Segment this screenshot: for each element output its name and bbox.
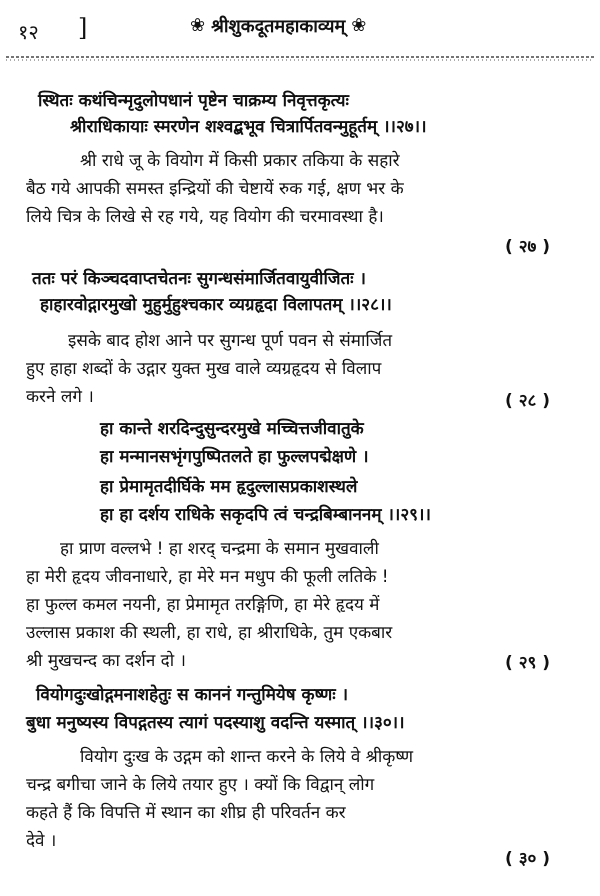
page-number: १२ <box>18 20 39 44</box>
page-bracket: ] <box>78 14 88 42</box>
gloss-28-line-1: इसके बाद होश आने पर सुगन्ध पूर्ण पवन से संमार्जित <box>68 331 393 351</box>
gloss-29-line-5: श्री मुखचन्द का दर्शन दो । <box>26 651 186 671</box>
verse-27-line-1: स्थितः कथंचिन्मृदुलोपधानं पृष्टेन चाक्रम्य निवृत्तकृत्यः <box>38 91 349 111</box>
verse-28-line-2: हाहारवोद्गारमुखो मुहुर्मुहुश्चकार व्यग्रहृदा विलापतम् ।।२८।। <box>40 295 392 315</box>
gloss-30-line-1: वियोग दुःख के उद्गम को शान्त करने के लिये वे श्रीकृष्ण <box>80 747 414 767</box>
gloss-29-line-1: हा प्राण वल्लभे ! हा शरद् चन्द्रमा के समान मुखवाली <box>60 539 379 559</box>
gloss-27-line-2: बैठ गये आपकी समस्त इन्द्रियों की चेष्टायें रुक गई, क्षण भर के <box>26 179 404 199</box>
verse-29-line-2: हा मन्मानसभृंगपुष्पितलते हा फुल्लपद्मेक्षणे । <box>100 447 369 467</box>
book-title: श्रीशुकदूतमहाकाव्यम् <box>211 16 346 37</box>
gloss-28-line-2: हुए हाहा शब्दों के उद्गार युक्त मुख वाले व्यग्रहृदय से विलाप <box>26 359 382 379</box>
gloss-27-line-3: लिये चित्र के लिखे से रह गये, यह वियोग की चरमावस्था है। <box>26 207 384 227</box>
verse-29-line-1: हा कान्ते शरदिन्दुसुन्दरमुखे मच्चित्तजीवातुके <box>100 419 364 439</box>
flower-ornament-right-icon: ❀ <box>351 15 367 36</box>
verse-28-line-1: ततः परं किञ्चदवाप्तचेतनः सुगन्धसंमार्जितवायुवीजितः । <box>32 269 366 289</box>
verse-number: ( २७ ) <box>505 237 551 257</box>
verse-number: ( २९ ) <box>505 653 551 673</box>
verse-29-line-3: हा प्रेमामृतदीर्घिके मम हृदुल्लासप्रकाशस्थले <box>100 477 358 497</box>
gloss-30-line-4: देवे । <box>26 831 57 851</box>
verse-27-line-2: श्रीराधिकायाः स्मरणेन शश्वद्बभूव चित्रार्पितवन्मुहूर्तम् ।।२७।। <box>70 117 427 137</box>
gloss-29-line-2: हा मेरी हृदय जीवनाधारे, हा मेरे मन मधुप की फूली लतिके ! <box>26 567 389 587</box>
gloss-28-line-3: करने लगे । <box>26 387 94 407</box>
verse-number: ( २८ ) <box>505 391 551 411</box>
gloss-30-line-2: चन्द्र बगीचा जाने के लिये तयार हुए । क्यों कि विद्वान् लोग <box>26 775 375 795</box>
decorative-border <box>6 52 594 62</box>
gloss-30-line-3: कहते हैं कि विपत्ति में स्थान का शीघ्र ही परिवर्तन कर <box>26 803 346 823</box>
gloss-29-line-3: हा फुल्ल कमल नयनी, हा प्रेमामृत तरङ्गिणि, हा मेरे हृदय में <box>26 595 380 615</box>
flower-ornament-left-icon: ❀ <box>190 15 206 36</box>
page-header <box>0 10 600 60</box>
verse-30-line-1: वियोगदुःखोद्गमनाशहेतुः स काननं गन्तुमियेष कृष्णः । <box>36 685 349 705</box>
verse-29-line-4: हा हा दर्शय राधिके सकृदपि त्वं चन्द्रबिम्बाननम् ।।२९।। <box>100 505 431 525</box>
running-title <box>190 14 366 38</box>
gloss-27-line-1: श्री राधे जू के वियोग में किसी प्रकार तकिया के सहारे <box>80 151 400 171</box>
verse-number: ( ३० ) <box>505 849 551 869</box>
gloss-29-line-4: उल्लास प्रकाश की स्थली, हा राधे, हा श्रीराधिके, तुम एकबार <box>26 623 393 643</box>
verse-30-line-2: बुधा मनुष्यस्य विपद्गतस्य त्यागं पदस्याशु वदन्ति यस्मात् ।।३०।। <box>26 713 405 733</box>
